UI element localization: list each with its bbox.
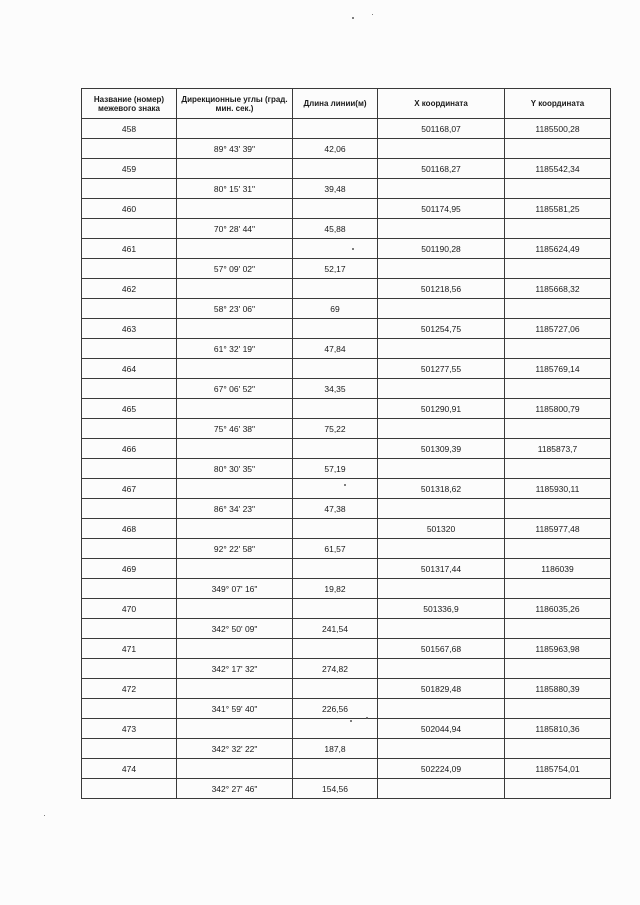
empty-cell xyxy=(177,279,293,299)
x-coordinate-cell: 501309,39 xyxy=(378,439,505,459)
empty-cell xyxy=(505,539,611,559)
header-x-coordinate: X координата xyxy=(378,89,505,119)
table-row xyxy=(82,159,611,179)
empty-cell xyxy=(82,219,177,239)
line-length-cell: 241,54 xyxy=(293,619,378,639)
line-length-cell: 154,56 xyxy=(293,779,378,799)
y-coordinate-cell: 1185873,7 xyxy=(505,439,611,459)
scan-speck xyxy=(366,717,368,719)
header-mark-name: Название (номер) межевого знака xyxy=(82,89,177,119)
table-row xyxy=(82,219,611,239)
y-coordinate-cell: 1185581,25 xyxy=(505,199,611,219)
table-body xyxy=(82,119,611,799)
empty-cell xyxy=(378,539,505,559)
x-coordinate-cell: 501168,27 xyxy=(378,159,505,179)
table-row xyxy=(82,179,611,199)
table-row xyxy=(82,379,611,399)
line-length-cell: 45,88 xyxy=(293,219,378,239)
empty-cell xyxy=(293,319,378,339)
mark-name-cell: 464 xyxy=(82,359,177,379)
empty-cell xyxy=(177,439,293,459)
table-row xyxy=(82,639,611,659)
direction-angle-cell: 349° 07' 16" xyxy=(177,579,293,599)
table-row xyxy=(82,619,611,639)
empty-cell xyxy=(378,619,505,639)
y-coordinate-cell: 1185542,34 xyxy=(505,159,611,179)
empty-cell xyxy=(505,219,611,239)
empty-cell xyxy=(378,419,505,439)
x-coordinate-cell: 501320 xyxy=(378,519,505,539)
empty-cell xyxy=(177,679,293,699)
empty-cell xyxy=(293,759,378,779)
empty-cell xyxy=(82,739,177,759)
empty-cell xyxy=(177,199,293,219)
direction-angle-cell: 75° 46' 38" xyxy=(177,419,293,439)
table-row xyxy=(82,539,611,559)
mark-name-cell: 459 xyxy=(82,159,177,179)
direction-angle-cell: 341° 59' 40" xyxy=(177,699,293,719)
table-row xyxy=(82,719,611,739)
table-row xyxy=(82,259,611,279)
x-coordinate-cell: 501277,55 xyxy=(378,359,505,379)
empty-cell xyxy=(82,179,177,199)
mark-name-cell: 462 xyxy=(82,279,177,299)
mark-name-cell: 472 xyxy=(82,679,177,699)
table-row xyxy=(82,579,611,599)
table-header-row xyxy=(82,89,611,119)
empty-cell xyxy=(378,779,505,799)
line-length-cell: 69 xyxy=(293,299,378,319)
y-coordinate-cell: 1185754,01 xyxy=(505,759,611,779)
direction-angle-cell: 67° 06' 52" xyxy=(177,379,293,399)
empty-cell xyxy=(293,599,378,619)
empty-cell xyxy=(177,719,293,739)
empty-cell xyxy=(82,459,177,479)
line-length-cell: 52,17 xyxy=(293,259,378,279)
table-row xyxy=(82,199,611,219)
y-coordinate-cell: 1185668,32 xyxy=(505,279,611,299)
empty-cell xyxy=(293,519,378,539)
line-length-cell: 61,57 xyxy=(293,539,378,559)
empty-cell xyxy=(505,499,611,519)
line-length-cell: 34,35 xyxy=(293,379,378,399)
empty-cell xyxy=(505,779,611,799)
y-coordinate-cell: 1185880,39 xyxy=(505,679,611,699)
empty-cell xyxy=(82,259,177,279)
y-coordinate-cell: 1186035,26 xyxy=(505,599,611,619)
line-length-cell: 226,56 xyxy=(293,699,378,719)
table-row xyxy=(82,359,611,379)
empty-cell xyxy=(82,579,177,599)
table-row xyxy=(82,399,611,419)
line-length-cell: 75,22 xyxy=(293,419,378,439)
table-row xyxy=(82,419,611,439)
x-coordinate-cell: 501254,75 xyxy=(378,319,505,339)
table-row xyxy=(82,659,611,679)
table-row xyxy=(82,679,611,699)
empty-cell xyxy=(293,439,378,459)
table-row xyxy=(82,559,611,579)
empty-cell xyxy=(177,319,293,339)
empty-cell xyxy=(293,399,378,419)
table-row xyxy=(82,299,611,319)
empty-cell xyxy=(293,279,378,299)
header-direction-angle: Дирекционные углы (град. мин. сек.) xyxy=(177,89,293,119)
empty-cell xyxy=(82,779,177,799)
empty-cell xyxy=(293,719,378,739)
direction-angle-cell: 80° 15' 31" xyxy=(177,179,293,199)
empty-cell xyxy=(505,379,611,399)
direction-angle-cell: 70° 28' 44" xyxy=(177,219,293,239)
mark-name-cell: 466 xyxy=(82,439,177,459)
direction-angle-cell: 57° 09' 02" xyxy=(177,259,293,279)
table-row xyxy=(82,439,611,459)
empty-cell xyxy=(82,299,177,319)
x-coordinate-cell: 501829,48 xyxy=(378,679,505,699)
x-coordinate-cell: 502224,09 xyxy=(378,759,505,779)
mark-name-cell: 465 xyxy=(82,399,177,419)
y-coordinate-cell: 1185624,49 xyxy=(505,239,611,259)
empty-cell xyxy=(177,479,293,499)
line-length-cell: 274,82 xyxy=(293,659,378,679)
y-coordinate-cell: 1185977,48 xyxy=(505,519,611,539)
y-coordinate-cell: 1186039 xyxy=(505,559,611,579)
empty-cell xyxy=(82,539,177,559)
empty-cell xyxy=(378,499,505,519)
empty-cell xyxy=(293,199,378,219)
table-row xyxy=(82,119,611,139)
scan-speck xyxy=(344,484,346,486)
empty-cell xyxy=(177,519,293,539)
x-coordinate-cell: 502044,94 xyxy=(378,719,505,739)
empty-cell xyxy=(505,179,611,199)
direction-angle-cell: 80° 30' 35" xyxy=(177,459,293,479)
empty-cell xyxy=(293,479,378,499)
empty-cell xyxy=(378,579,505,599)
empty-cell xyxy=(505,299,611,319)
y-coordinate-cell: 1185500,28 xyxy=(505,119,611,139)
mark-name-cell: 471 xyxy=(82,639,177,659)
x-coordinate-cell: 501567,68 xyxy=(378,639,505,659)
x-coordinate-cell: 501190,28 xyxy=(378,239,505,259)
direction-angle-cell: 61° 32' 19" xyxy=(177,339,293,359)
line-length-cell: 19,82 xyxy=(293,579,378,599)
y-coordinate-cell: 1185800,79 xyxy=(505,399,611,419)
empty-cell xyxy=(378,379,505,399)
empty-cell xyxy=(505,259,611,279)
x-coordinate-cell: 501218,56 xyxy=(378,279,505,299)
direction-angle-cell: 92° 22' 58" xyxy=(177,539,293,559)
empty-cell xyxy=(177,359,293,379)
header-y-coordinate: Y координата xyxy=(505,89,611,119)
empty-cell xyxy=(505,619,611,639)
scan-speck xyxy=(352,17,354,19)
mark-name-cell: 467 xyxy=(82,479,177,499)
table-row xyxy=(82,139,611,159)
table-row xyxy=(82,739,611,759)
scan-speck xyxy=(350,720,352,722)
line-length-cell: 47,84 xyxy=(293,339,378,359)
mark-name-cell: 463 xyxy=(82,319,177,339)
empty-cell xyxy=(378,659,505,679)
y-coordinate-cell: 1185769,14 xyxy=(505,359,611,379)
empty-cell xyxy=(293,359,378,379)
table-row xyxy=(82,279,611,299)
empty-cell xyxy=(177,239,293,259)
empty-cell xyxy=(378,459,505,479)
mark-name-cell: 469 xyxy=(82,559,177,579)
direction-angle-cell: 58° 23' 06" xyxy=(177,299,293,319)
empty-cell xyxy=(293,239,378,259)
x-coordinate-cell: 501174,95 xyxy=(378,199,505,219)
empty-cell xyxy=(293,119,378,139)
empty-cell xyxy=(378,699,505,719)
empty-cell xyxy=(505,579,611,599)
x-coordinate-cell: 501318,62 xyxy=(378,479,505,499)
direction-angle-cell: 86° 34' 23" xyxy=(177,499,293,519)
direction-angle-cell: 342° 32' 22" xyxy=(177,739,293,759)
boundary-marks-table xyxy=(81,88,611,799)
direction-angle-cell: 342° 17' 32" xyxy=(177,659,293,679)
table-row xyxy=(82,519,611,539)
y-coordinate-cell: 1185963,98 xyxy=(505,639,611,659)
empty-cell xyxy=(505,339,611,359)
empty-cell xyxy=(82,379,177,399)
empty-cell xyxy=(505,139,611,159)
x-coordinate-cell: 501290,91 xyxy=(378,399,505,419)
table-row xyxy=(82,779,611,799)
y-coordinate-cell: 1185727,06 xyxy=(505,319,611,339)
empty-cell xyxy=(293,679,378,699)
x-coordinate-cell: 501317,44 xyxy=(378,559,505,579)
empty-cell xyxy=(505,659,611,679)
empty-cell xyxy=(82,499,177,519)
empty-cell xyxy=(177,399,293,419)
mark-name-cell: 460 xyxy=(82,199,177,219)
y-coordinate-cell: 1185810,36 xyxy=(505,719,611,739)
mark-name-cell: 473 xyxy=(82,719,177,739)
line-length-cell: 42,06 xyxy=(293,139,378,159)
empty-cell xyxy=(378,739,505,759)
empty-cell xyxy=(82,139,177,159)
direction-angle-cell: 342° 27' 46" xyxy=(177,779,293,799)
empty-cell xyxy=(505,699,611,719)
mark-name-cell: 474 xyxy=(82,759,177,779)
table-row xyxy=(82,339,611,359)
empty-cell xyxy=(82,699,177,719)
table-row xyxy=(82,319,611,339)
empty-cell xyxy=(293,559,378,579)
direction-angle-cell: 89° 43' 39" xyxy=(177,139,293,159)
x-coordinate-cell: 501336,9 xyxy=(378,599,505,619)
empty-cell xyxy=(378,259,505,279)
mark-name-cell: 458 xyxy=(82,119,177,139)
empty-cell xyxy=(378,219,505,239)
empty-cell xyxy=(505,419,611,439)
mark-name-cell: 470 xyxy=(82,599,177,619)
empty-cell xyxy=(378,299,505,319)
scan-speck xyxy=(372,14,373,15)
empty-cell xyxy=(177,599,293,619)
empty-cell xyxy=(293,639,378,659)
mark-name-cell: 461 xyxy=(82,239,177,259)
line-length-cell: 187,8 xyxy=(293,739,378,759)
line-length-cell: 57,19 xyxy=(293,459,378,479)
x-coordinate-cell: 501168,07 xyxy=(378,119,505,139)
table-row xyxy=(82,499,611,519)
scan-speck xyxy=(352,248,354,250)
empty-cell xyxy=(82,659,177,679)
empty-cell xyxy=(82,339,177,359)
table-row xyxy=(82,699,611,719)
empty-cell xyxy=(505,739,611,759)
empty-cell xyxy=(378,179,505,199)
empty-cell xyxy=(177,159,293,179)
table-row xyxy=(82,599,611,619)
scan-speck xyxy=(44,815,45,816)
table-row xyxy=(82,759,611,779)
empty-cell xyxy=(177,559,293,579)
line-length-cell: 47,38 xyxy=(293,499,378,519)
empty-cell xyxy=(177,639,293,659)
empty-cell xyxy=(378,339,505,359)
line-length-cell: 39,48 xyxy=(293,179,378,199)
table-row xyxy=(82,459,611,479)
empty-cell xyxy=(177,119,293,139)
empty-cell xyxy=(505,459,611,479)
empty-cell xyxy=(82,619,177,639)
empty-cell xyxy=(82,419,177,439)
empty-cell xyxy=(177,759,293,779)
table-row xyxy=(82,479,611,499)
empty-cell xyxy=(293,159,378,179)
empty-cell xyxy=(378,139,505,159)
y-coordinate-cell: 1185930,11 xyxy=(505,479,611,499)
table-row xyxy=(82,239,611,259)
mark-name-cell: 468 xyxy=(82,519,177,539)
direction-angle-cell: 342° 50' 09" xyxy=(177,619,293,639)
header-line-length: Длина линии(м) xyxy=(293,89,378,119)
